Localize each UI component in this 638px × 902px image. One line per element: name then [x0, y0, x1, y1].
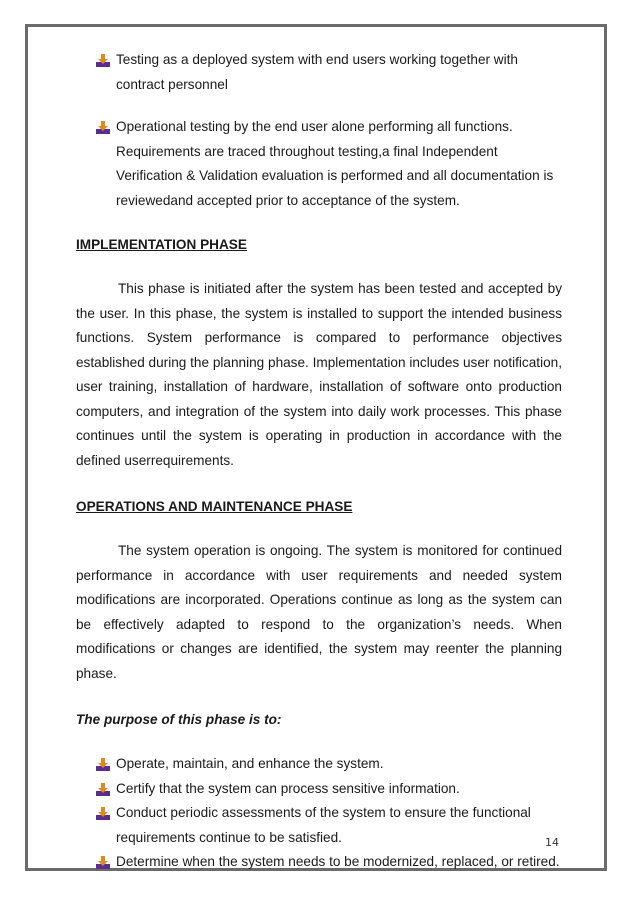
bullet-text: Operational testing by the end user alone performing all functions. Requirements are traced throughout testing,a final Independent Verification & Validation evaluation is performed and all documentation is reviewedand accepted prior to acceptance of the system. [116, 119, 554, 208]
bullet-arrow-icon [96, 783, 110, 796]
bullet-text: Testing as a deployed system with end users working together with contract personnel [116, 52, 518, 92]
list-item [76, 115, 562, 213]
list-item [76, 850, 562, 875]
implementation-paragraph: This phase is initiated after the system has been tested and accepted by the user. In this phase, the system is installed to support the intended business functions. System performance is compared to performance objectives established during the planning phase. Implementation includes user notification, user training, installation of hardware, installation of software onto production computers, and integration of the system into daily work processes. This phase continues until the system is operating in production in accordance with the defined userrequirements. [76, 281, 562, 468]
implementation-heading: IMPLEMENTATION PHASE [76, 237, 247, 252]
testing-bullet-list [76, 48, 562, 213]
bullet-arrow-icon [96, 758, 110, 771]
list-item [76, 752, 562, 777]
bullet-arrow-icon [96, 856, 110, 869]
list-item [76, 801, 562, 850]
bullet-text: Determine when the system needs to be modernized, replaced, or retired. [116, 854, 560, 869]
list-item [76, 777, 562, 802]
list-item [76, 48, 562, 97]
operations-paragraph: The system operation is ongoing. The system is monitored for continued performance in accordance with user requirements and needed system modifications are incorporated. Operations continue as long as the system can be effectively adapted to respond to the organization’s needs. When modifications or changes are identified, the system may reenter the planning phase. [76, 543, 562, 681]
bullet-arrow-icon [96, 807, 110, 820]
bullet-text: Certify that the system can process sensitive information. [116, 780, 460, 796]
purpose-bullet-list [76, 752, 562, 875]
page-content [76, 48, 562, 875]
bullet-text: Operate, maintain, and enhance the system. [116, 756, 384, 771]
bullet-arrow-icon [96, 121, 110, 134]
purpose-heading: The purpose of this phase is to: [76, 712, 282, 727]
operations-heading: OPERATIONS AND MAINTENANCE PHASE [76, 499, 353, 514]
page-number: 14 [545, 836, 559, 849]
bullet-arrow-icon [96, 54, 110, 67]
bullet-text: Conduct periodic assessments of the system to ensure the functional requirements continue to be satisfied. [116, 805, 531, 845]
